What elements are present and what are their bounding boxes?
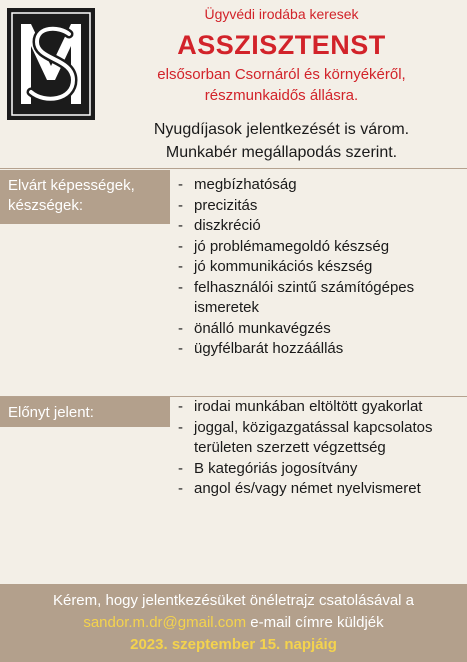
list-item: - B kategóriás jogosítvány xyxy=(178,459,358,477)
required-skills-label-line-2: készségek: xyxy=(8,197,84,214)
notice-line-2: Munkabér megállapodás szerint. xyxy=(165,144,398,161)
advantage-list xyxy=(178,397,463,500)
footer-line-2 xyxy=(0,612,467,634)
list-item: - precizitás xyxy=(178,196,258,214)
list-item: - diszkréció xyxy=(178,217,261,234)
list-item: - joggal, közigazgatással kapcsolatos területen szerzett végzettség xyxy=(178,418,433,456)
list-item: - felhasználói szintű számítógépes ismeretek xyxy=(178,278,415,316)
job-title: ASSZISZTENST xyxy=(177,30,386,60)
list-item: - ügyfélbarát hozzáállás xyxy=(178,340,344,357)
deadline: 2023. szeptember 15. napjáig xyxy=(130,636,337,653)
divider-line xyxy=(0,168,467,169)
footer-line-2-rest: e-mail címre küldjék xyxy=(246,614,384,631)
header-subtitle-line-1: elsősorban Csornáról és környékéről, xyxy=(157,66,406,83)
footer-line-1: Kérem, hogy jelentkezésüket önéletrajz csatolásával a xyxy=(52,592,415,609)
required-skills-label xyxy=(0,170,170,224)
list-item: - önálló munkavégzés xyxy=(178,319,331,337)
header-top-line: Ügyvédi irodába keresek xyxy=(204,6,359,22)
notice xyxy=(96,118,467,164)
required-skills-label-line-1: Elvárt képességek, xyxy=(8,177,135,194)
list-item: - irodai munkában eltöltött gyakorlat xyxy=(178,398,423,415)
list-item: - jó kommunikációs készség xyxy=(178,258,373,275)
notice-line-1: Nyugdíjasok jelentkezését is várom. xyxy=(153,121,410,138)
required-skills-list xyxy=(178,175,463,360)
list-item: - angol és/vagy német nyelvismeret xyxy=(178,480,421,497)
email-link[interactable]: sandor.m.dr@gmail.com xyxy=(83,614,247,631)
list-item: - megbízhatóság xyxy=(178,176,297,193)
footer xyxy=(0,584,467,662)
advantage-label: Előnyt jelent: xyxy=(0,397,170,427)
ms-monogram-logo xyxy=(7,8,95,120)
header-subtitle-line-2: részmunkaidős állásra. xyxy=(204,87,359,104)
header-subtitle xyxy=(96,64,467,106)
list-item: - jó problémamegoldó készség xyxy=(178,237,390,255)
